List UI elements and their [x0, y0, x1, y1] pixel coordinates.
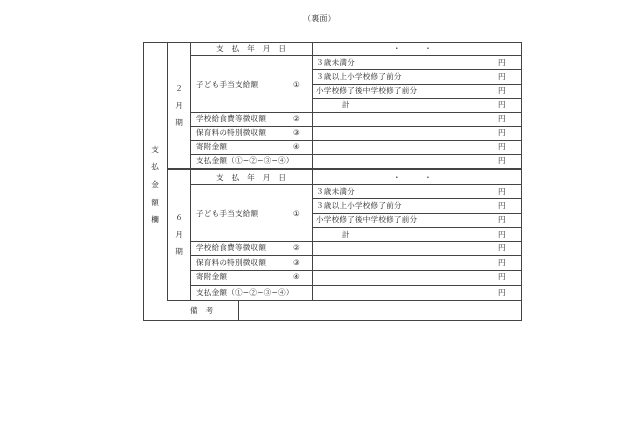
- deduction-unit: 円: [498, 128, 506, 137]
- period-number: ６: [175, 213, 183, 222]
- age-row-label: 小学校修了後中学校修了前分: [316, 86, 418, 95]
- section-char: 支: [151, 145, 159, 154]
- deduction-mark: ②: [293, 243, 301, 252]
- payment-date-label: 支 払 年 月 日: [216, 44, 287, 53]
- age-row-unit: 円: [498, 72, 506, 81]
- deduction-unit: 円: [498, 114, 506, 123]
- block-separator: [167, 168, 522, 170]
- remarks-label: 備 考: [190, 306, 214, 315]
- age-row-unit: 円: [498, 86, 506, 95]
- age-row-unit: 円: [498, 100, 506, 109]
- age-row-label: 小学校修了後中学校修了前分: [316, 215, 418, 224]
- deduction-unit: 円: [498, 243, 506, 252]
- deduction-unit: 円: [498, 272, 506, 281]
- payment-date-label: 支 払 年 月 日: [216, 173, 287, 182]
- deduction-mark: ④: [293, 272, 301, 281]
- section-char: 額: [151, 198, 159, 207]
- payment-total-unit: 円: [498, 156, 506, 165]
- age-row-label: 計: [342, 100, 350, 109]
- period-char: 期: [175, 247, 183, 256]
- age-row-label: ３歳以上小学校修了前分: [316, 72, 402, 81]
- deduction-mark: ③: [293, 258, 301, 267]
- allowance-label: 子ども手当支給額: [196, 80, 259, 89]
- deduction-label: 学校給食費等徴収額: [196, 243, 267, 252]
- age-row-label: ３歳未満分: [316, 187, 355, 196]
- payment-total-label: 支払金額（①−②−③−④）: [196, 156, 294, 165]
- period-char: 月: [175, 230, 183, 239]
- age-row-unit: 円: [498, 58, 506, 67]
- payment-date-value: ・ ・: [393, 173, 432, 182]
- period-char: 期: [175, 118, 183, 127]
- period-number: ２: [175, 84, 183, 93]
- allowance-label: 子ども手当支給額: [196, 209, 259, 218]
- payment-total-label: 支払金額（①−②−③−④）: [196, 288, 294, 297]
- deduction-label: 学校給食費等徴収額: [196, 114, 267, 123]
- payment-date-value: ・ ・: [393, 44, 432, 53]
- deduction-unit: 円: [498, 258, 506, 267]
- age-row-unit: 円: [498, 215, 506, 224]
- age-row-unit: 円: [498, 187, 506, 196]
- section-char: 欄: [151, 215, 159, 224]
- allowance-mark: ①: [293, 209, 301, 218]
- section-char: 払: [151, 162, 159, 171]
- page-title: （裏面）: [303, 14, 336, 23]
- payment-total-unit: 円: [498, 288, 506, 297]
- age-row-label: ３歳以上小学校修了前分: [316, 201, 402, 210]
- age-row-unit: 円: [498, 201, 506, 210]
- age-row-unit: 円: [498, 230, 506, 239]
- age-row-label: 計: [342, 230, 350, 239]
- deduction-unit: 円: [498, 142, 506, 151]
- deduction-label: 寄附金額: [196, 272, 228, 281]
- deduction-label: 保育料の特別徴収額: [196, 128, 267, 137]
- allowance-mark: ①: [293, 80, 301, 89]
- deduction-label: 寄附金額: [196, 142, 228, 151]
- age-row-label: ３歳未満分: [316, 58, 355, 67]
- deduction-mark: ②: [293, 114, 301, 123]
- deduction-label: 保育料の特別徴収額: [196, 258, 267, 267]
- deduction-mark: ④: [293, 142, 301, 151]
- section-char: 金: [151, 180, 159, 189]
- period-char: 月: [175, 101, 183, 110]
- deduction-mark: ③: [293, 128, 301, 137]
